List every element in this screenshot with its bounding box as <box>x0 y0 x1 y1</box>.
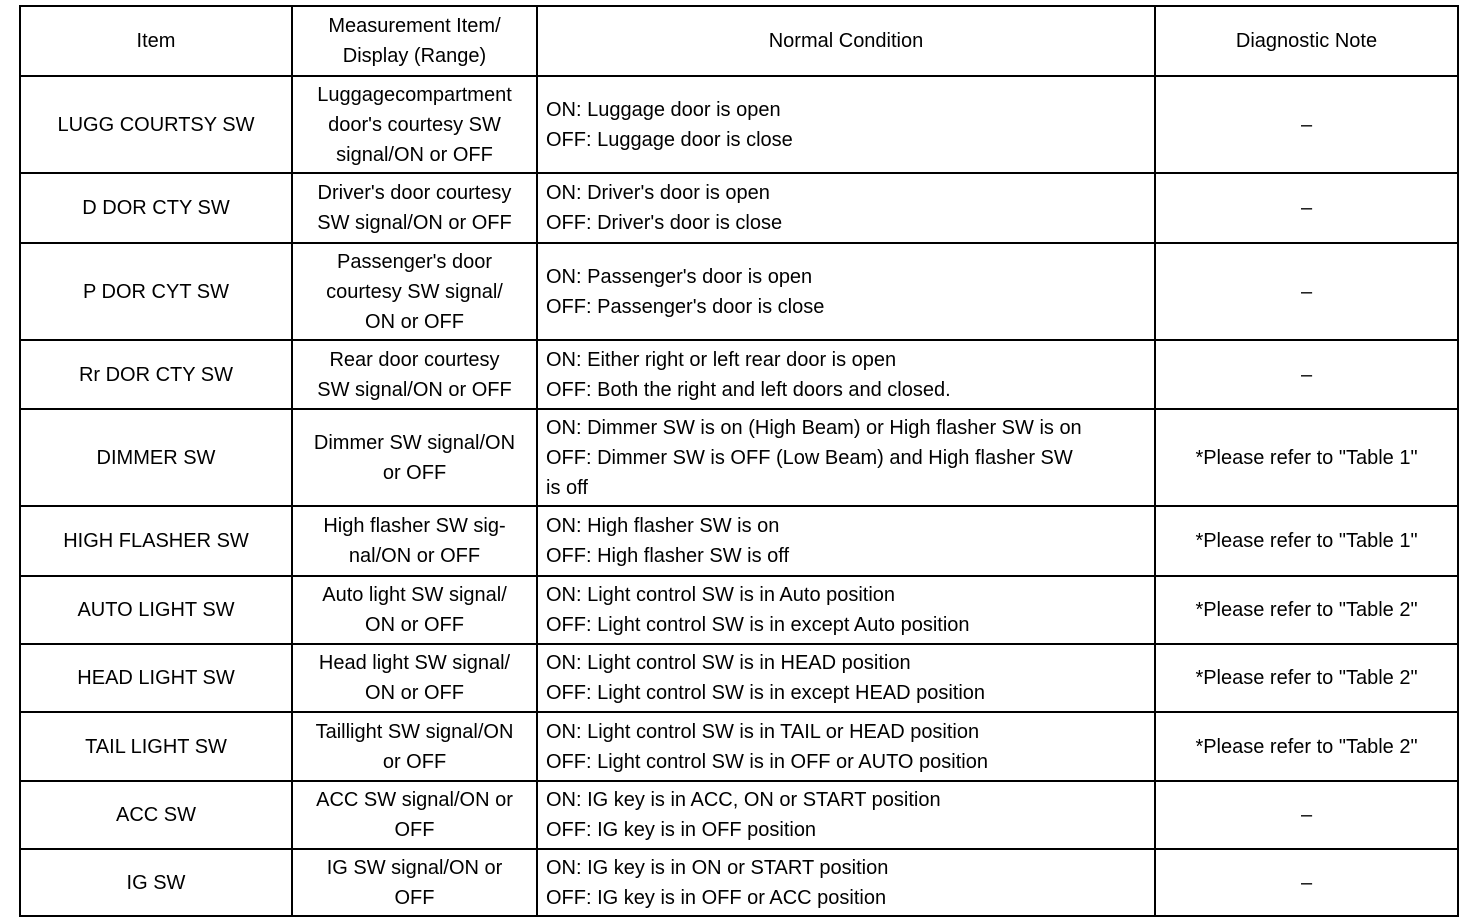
condition-cell <box>537 781 1155 849</box>
measurement-line: Dimmer SW signal/ON <box>313 431 516 454</box>
condition-cell <box>537 576 1155 644</box>
condition-line: ON: Light control SW is in TAIL or HEAD position <box>546 720 980 743</box>
condition-cell <box>537 173 1155 243</box>
header-measurement-line: Measurement Item/ <box>328 15 501 37</box>
table-row <box>20 506 1458 576</box>
measurement-cell <box>292 576 537 644</box>
condition-line: ON: High flasher SW is on <box>546 515 780 537</box>
table-row <box>20 76 1458 173</box>
condition-line: ON: Luggage door is open <box>546 98 781 121</box>
item-cell: HEAD LIGHT SW <box>20 644 292 712</box>
note-cell: *Please refer to "Table 2" <box>1155 576 1458 644</box>
header-row <box>20 6 1458 76</box>
note-cell: – <box>1155 849 1458 916</box>
item-cell: IG SW <box>20 849 292 916</box>
item-cell: TAIL LIGHT SW <box>20 712 292 781</box>
item-cell: ACC SW <box>20 781 292 849</box>
condition-line: OFF: IG key is in OFF or ACC position <box>546 886 887 909</box>
measurement-cell <box>292 340 537 409</box>
measurement-line: Luggagecompartment <box>317 83 512 106</box>
item-cell: HIGH FLASHER SW <box>20 506 292 576</box>
condition-cell <box>537 243 1155 340</box>
table-row <box>20 644 1458 712</box>
note-cell: – <box>1155 76 1458 173</box>
table-row <box>20 712 1458 781</box>
measurement-line: Auto light SW signal/ <box>322 584 507 606</box>
item-cell: AUTO LIGHT SW <box>20 576 292 644</box>
condition-line: ON: IG key is in ON or START position <box>546 856 889 879</box>
condition-line: OFF: Light control SW is in except HEAD position <box>546 682 986 704</box>
measurement-line: ON or OFF <box>365 310 464 333</box>
condition-cell <box>537 340 1155 409</box>
condition-line: is off <box>546 476 588 499</box>
condition-line: OFF: Light control SW is in OFF or AUTO position <box>546 750 988 773</box>
header-condition: Normal Condition <box>537 6 1155 76</box>
measurement-line: or OFF <box>382 461 447 484</box>
note-cell: – <box>1155 340 1458 409</box>
measurement-line: SW signal/ON or OFF <box>317 378 512 401</box>
condition-line: OFF: Dimmer SW is OFF (Low Beam) and High flasher SW <box>546 446 1073 469</box>
condition-cell <box>537 849 1155 916</box>
item-cell: P DOR CYT SW <box>20 243 292 340</box>
measurement-line: signal/ON or OFF <box>336 143 493 166</box>
item-cell: LUGG COURTSY SW <box>20 76 292 173</box>
measurement-cell <box>292 506 537 576</box>
condition-line: ON: Either right or left rear door is open <box>546 348 897 371</box>
measurement-cell <box>292 243 537 340</box>
condition-line: ON: Driver's door is open <box>546 182 770 204</box>
condition-cell <box>537 712 1155 781</box>
measurement-line: ON or OFF <box>365 614 464 636</box>
measurement-line: Driver's door courtesy <box>317 182 512 204</box>
measurement-line: or OFF <box>382 750 447 773</box>
measurement-line: nal/ON or OFF <box>348 545 481 567</box>
measurement-line: SW signal/ON or OFF <box>317 212 512 234</box>
condition-line: ON: Light control SW is in HEAD position <box>546 652 911 674</box>
header-item: Item <box>20 6 292 76</box>
header-measurement <box>292 6 537 76</box>
measurement-cell <box>292 76 537 173</box>
measurement-line: ON or OFF <box>365 682 464 704</box>
table-row <box>20 849 1458 916</box>
condition-line: ON: Dimmer SW is on (High Beam) or High flasher SW is on <box>546 416 1082 439</box>
measurement-line: High flasher SW sig- <box>323 515 506 537</box>
item-cell: Rr DOR CTY SW <box>20 340 292 409</box>
measurement-line: OFF <box>394 886 435 909</box>
item-cell: DIMMER SW <box>20 409 292 506</box>
note-cell: – <box>1155 781 1458 849</box>
table-row <box>20 781 1458 849</box>
condition-line: ON: Light control SW is in Auto position <box>546 584 896 606</box>
header-measurement-line: Display (Range) <box>342 45 487 67</box>
header-note: Diagnostic Note <box>1155 6 1458 76</box>
measurement-line: Rear door courtesy <box>329 348 500 371</box>
measurement-cell <box>292 781 537 849</box>
measurement-cell <box>292 409 537 506</box>
note-cell: *Please refer to "Table 1" <box>1155 409 1458 506</box>
note-cell: *Please refer to "Table 2" <box>1155 712 1458 781</box>
condition-line: OFF: Light control SW is in except Auto position <box>546 614 970 636</box>
condition-line: OFF: Both the right and left doors and closed. <box>546 378 951 401</box>
condition-line: OFF: IG key is in OFF position <box>546 819 817 841</box>
table-row <box>20 576 1458 644</box>
note-cell: *Please refer to "Table 1" <box>1155 506 1458 576</box>
measurement-cell <box>292 644 537 712</box>
measurement-cell <box>292 712 537 781</box>
measurement-line: Taillight SW signal/ON <box>315 720 514 743</box>
condition-line: OFF: Luggage door is close <box>546 128 793 151</box>
condition-line: ON: Passenger's door is open <box>546 265 813 288</box>
measurement-line: ACC SW signal/ON or <box>316 789 513 811</box>
table-row <box>20 173 1458 243</box>
condition-cell <box>537 506 1155 576</box>
note-cell: – <box>1155 243 1458 340</box>
measurement-cell <box>292 173 537 243</box>
condition-cell <box>537 76 1155 173</box>
condition-line: OFF: High flasher SW is off <box>546 545 790 567</box>
table-row <box>20 243 1458 340</box>
note-cell: *Please refer to "Table 2" <box>1155 644 1458 712</box>
diagnostic-table <box>19 5 1459 917</box>
table-row <box>20 409 1458 506</box>
measurement-line: OFF <box>394 819 435 841</box>
measurement-line: Head light SW signal/ <box>318 652 511 674</box>
condition-line: ON: IG key is in ACC, ON or START position <box>546 789 941 811</box>
condition-cell <box>537 409 1155 506</box>
item-cell: D DOR CTY SW <box>20 173 292 243</box>
measurement-cell <box>292 849 537 916</box>
measurement-line: IG SW signal/ON or <box>326 856 503 879</box>
measurement-line: Passenger's door <box>336 250 493 273</box>
condition-cell <box>537 644 1155 712</box>
condition-line: OFF: Driver's door is close <box>546 212 783 234</box>
measurement-line: door's courtesy SW <box>328 113 501 136</box>
table-row <box>20 340 1458 409</box>
measurement-line: courtesy SW signal/ <box>326 280 503 303</box>
condition-line: OFF: Passenger's door is close <box>546 295 825 318</box>
note-cell: – <box>1155 173 1458 243</box>
